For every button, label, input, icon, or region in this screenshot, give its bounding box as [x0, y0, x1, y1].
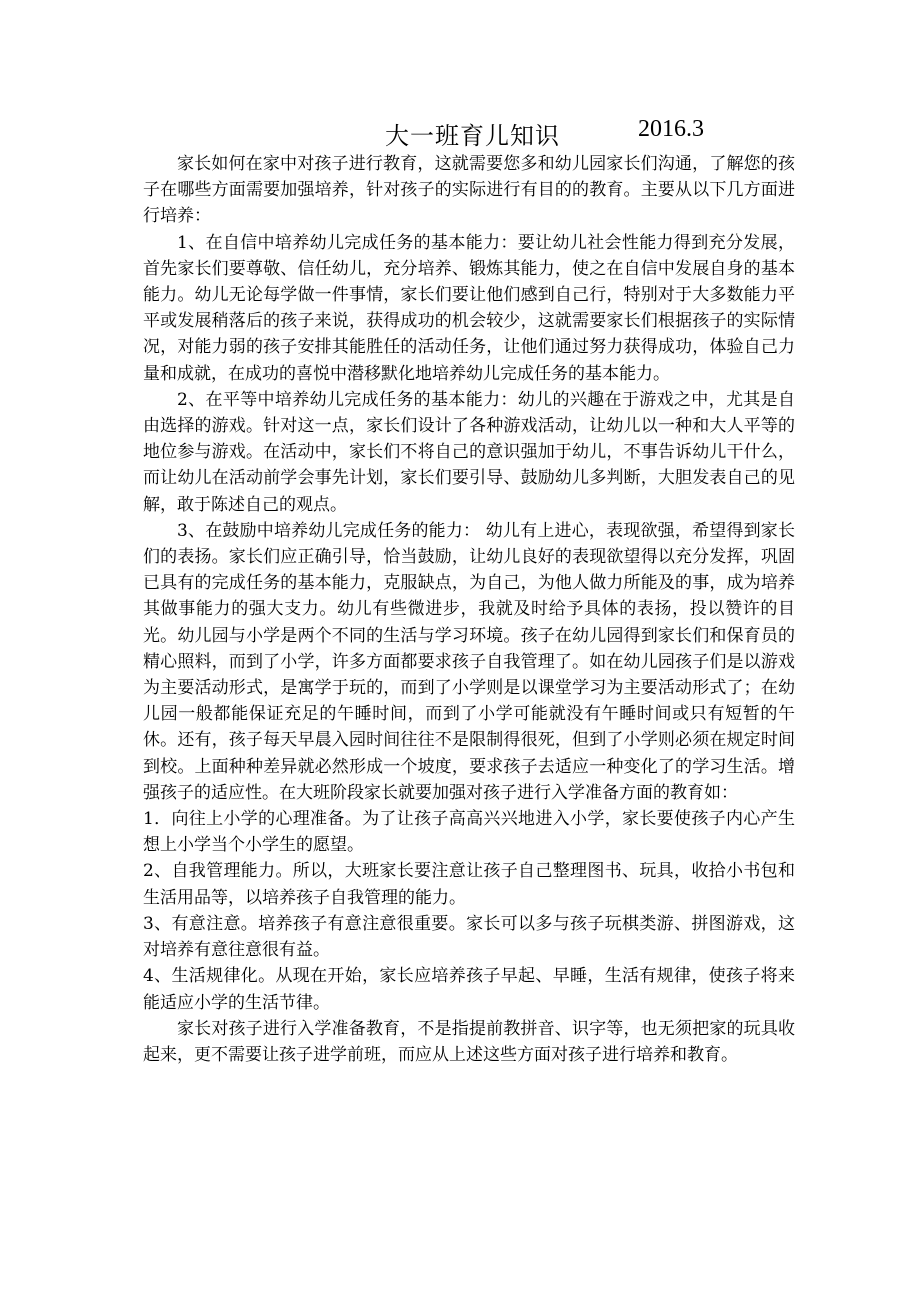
document-date: 2016.3: [638, 116, 704, 142]
document-title: 大一班育儿知识: [385, 122, 560, 150]
title-row: [0, 116, 920, 156]
closing-paragraph: 家长对孩子进行入学准备教育，不是指提前教拼音、识字等，也无须把家的玩具收起来，更不需要让孩子进学前班，而应从上述这些方面对孩子进行培养和教育。: [143, 1018, 795, 1065]
intro-paragraph: 家长如何在家中对孩子进行教育，这就需要您多和幼儿园家长们沟通，了解您的孩子在哪些方面需要加强培养，针对孩子的实际进行有目的的教育。主要从以下几方面进行培养：: [143, 154, 795, 227]
list-item-1: 1．向往上小学的心理准备。为了让孩子高高兴兴地进入小学，家长要使孩子内心产生想上小学当个小学生的愿望。: [143, 809, 795, 856]
section-1-paragraph: 1、在自信中培养幼儿完成任务的基本能力：要让幼儿社会性能力得到充分发展，首先家长们要尊敬、信任幼儿，充分培养、锻炼其能力，使之在自信中发展自身的基本能力。幼儿无论每学做一件事情，家长们要让他们感到自己行，特别对于大多数能力平平或发展稍落后的孩子来说，获得成功的机会较少，这就需要家长们根据孩子的实际情况，对能力弱的孩子安排其能胜任的活动任务，让他们通过努力获得成功，体验自己力量和成就，在成功的喜悦中潜移默化地培养幼儿完成任务的基本能力。: [143, 232, 795, 384]
section-3-paragraph: 3、在鼓励中培养幼儿完成任务的能力： 幼儿有上进心，表现欲强，希望得到家长们的表扬。家长们应正确引导，恰当鼓励，让幼儿良好的表现欲望得以充分发挥，巩固已具有的完成任务的基本能力，克服缺点，为自己，为他人做力所能及的事，成为培养其做事能力的强大支力。幼儿有些微进步，我就及时给予具体的表扬，投以赞许的目光。幼儿园与小学是两个不同的生活与学习环境。孩子在幼儿园得到家长们和保育员的精心照料，而到了小学，许多方面都要求孩子自我管理了。如在幼儿园孩子们是以游戏为主要活动形式，是寓学于玩的，而到了小学则是以课堂学习为主要活动形式了；在幼儿园一般都能保证充足的午睡时间，而到了小学可能就没有午睡时间或只有短暂的午休。还有，孩子每天早晨入园时间往往不是限制得很死，但到了小学则必须在规定时间到校。上面种种差异就必然形成一个坡度，要求孩子去适应一种变化了的学习生活。增强孩子的适应性。在大班阶段家长就要加强对孩子进行入学准备方面的教育如：: [143, 520, 795, 803]
section-2-paragraph: 2、在平等中培养幼儿完成任务的基本能力：幼儿的兴趣在于游戏之中，尤其是自由选择的游戏。针对这一点，家长们设计了各种游戏活动，让幼儿以一种和大人平等的地位参与游戏。在活动中，家长们不将自己的意识强加于幼儿，不事告诉幼儿干什么，而让幼儿在活动前学会事先计划，家长们要引导、鼓励幼儿多判断，大胆发表自己的见解，敢于陈述自己的观点。: [143, 389, 795, 515]
list-item-4: 4、生活规律化。从现在开始，家长应培养孩子早起、早睡，生活有规律，使孩子将来能适应小学的生活节律。: [143, 966, 795, 1013]
document-body: [143, 151, 795, 1068]
list-item-3: 3、有意注意。培养孩子有意注意很重要。家长可以多与孩子玩棋类游、拼图游戏，这对培养有意往意很有益。: [143, 913, 795, 961]
list-item-2: 2、自我管理能力。所以，大班家长要注意让孩子自己整理图书、玩具，收拾小书包和生活用品等，以培养孩子自我管理的能力。: [143, 861, 795, 908]
